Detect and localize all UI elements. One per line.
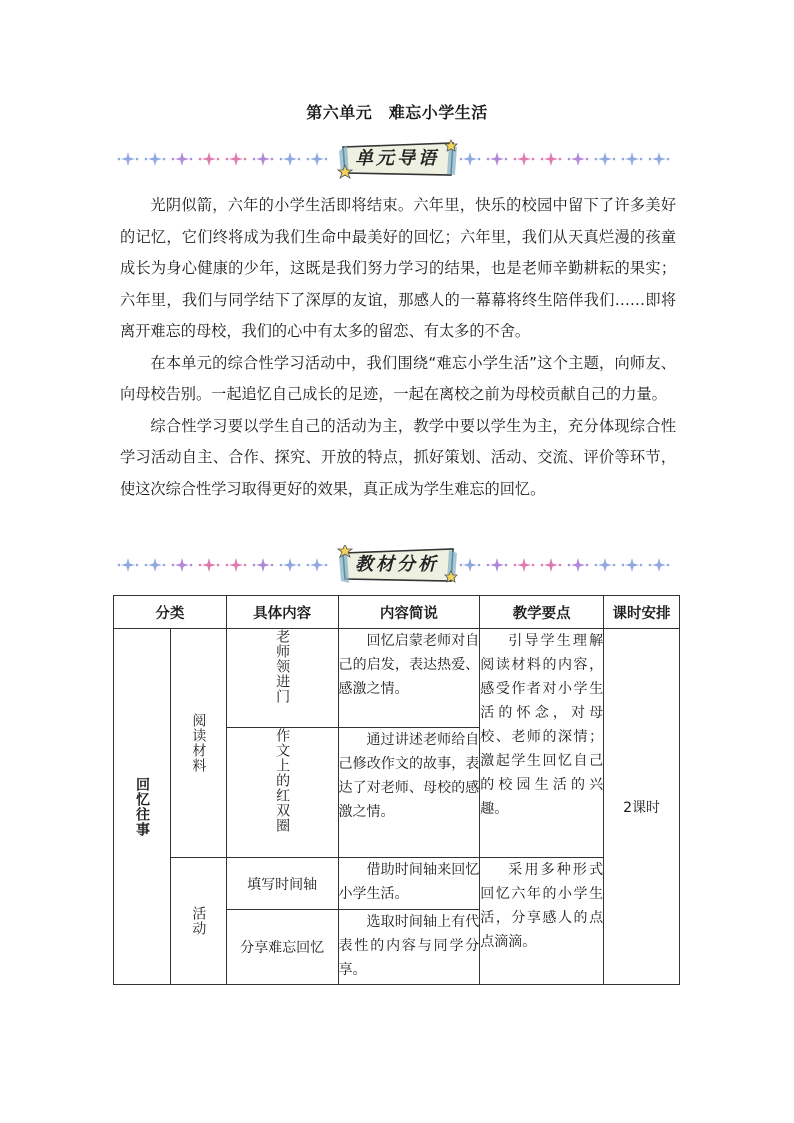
sparkle-icon: [121, 558, 135, 572]
header-category: 分类: [114, 596, 227, 629]
sparkle-dot: [307, 564, 310, 567]
sparkle-dot: [478, 158, 481, 161]
sparkle-icon: [229, 558, 243, 572]
sparkle-icon: [283, 558, 297, 572]
topic-cell: 分享难忘回忆: [226, 910, 338, 985]
sparkle-dot: [217, 564, 220, 567]
teaching-point-cell: 引导学生理解阅读材料的内容，感受作者对小学生活的怀念，对母校、老师的深情；激起学生回忆自己的校园生活的兴趣。: [480, 629, 604, 858]
analysis-table: [113, 595, 680, 985]
sparkle-icon: [598, 152, 612, 166]
unit-guide-banner: [117, 139, 677, 179]
sparkle-dot: [586, 158, 589, 161]
table-row: [114, 858, 680, 910]
sparkle-dot: [325, 158, 328, 161]
sparkle-icon: [283, 152, 297, 166]
material-analysis-banner: [117, 545, 677, 585]
sparkle-dot: [586, 564, 589, 567]
sparkle-icon: [652, 152, 666, 166]
sparkle-dot: [190, 158, 193, 161]
sparkle-dot: [667, 564, 670, 567]
sparkle-icon: [625, 152, 639, 166]
sparkle-icon: [175, 558, 189, 572]
sparkle-dot: [541, 158, 544, 161]
sparkle-dot: [226, 564, 229, 567]
sparkle-dot: [514, 158, 517, 161]
table-row: [114, 629, 680, 728]
sparkle-dot: [640, 564, 643, 567]
sparkle-icon: [571, 558, 585, 572]
sparkle-dot: [568, 564, 571, 567]
header-content: 具体内容: [226, 596, 338, 629]
sparkle-dot: [595, 564, 598, 567]
sparkle-dot: [613, 158, 616, 161]
sparkle-dot: [226, 158, 229, 161]
teaching-point-cell: 采用多种形式回忆六年的小学生活，分享感人的点点滴滴。: [480, 858, 604, 985]
sparkle-icon: [202, 152, 216, 166]
sparkle-dot: [163, 158, 166, 161]
sparkle-icon: [544, 152, 558, 166]
sparkle-dot: [280, 158, 283, 161]
subcategory-cell: 阅读材料: [170, 629, 226, 858]
sparkle-dot: [298, 158, 301, 161]
sparkle-dot: [595, 158, 598, 161]
header-teaching-points: 教学要点: [480, 596, 604, 629]
topic-cell: 填写时间轴: [226, 858, 338, 910]
sparkle-icon: [148, 152, 162, 166]
sparkle-dot: [559, 158, 562, 161]
sparkle-icon: [652, 558, 666, 572]
unit-guide-label: 单元导语: [355, 148, 439, 169]
sparkle-icon: [463, 152, 477, 166]
sparkle-icon: [598, 558, 612, 572]
sparkle-dot: [271, 158, 274, 161]
sparkle-dot: [145, 158, 148, 161]
header-hours: 课时安排: [604, 596, 680, 629]
sparkle-icon: [625, 558, 639, 572]
summary-cell: 选取时间轴上有代表性的内容与同学分享。: [338, 910, 480, 985]
sparkle-dot: [253, 564, 256, 567]
summary-cell: 通过讲述老师给自己修改作文的故事，表达了对老师、母校的感激之情。: [338, 728, 480, 858]
sparkle-dot: [280, 564, 283, 567]
sparkle-dot: [199, 158, 202, 161]
sparkle-dot: [136, 564, 139, 567]
sparkle-icon: [544, 558, 558, 572]
header-summary: 内容简说: [338, 596, 480, 629]
sparkle-dot: [145, 564, 148, 567]
category-cell: 回忆往事: [114, 629, 171, 985]
sparkle-dot: [532, 564, 535, 567]
intro-text: [120, 190, 676, 505]
sparkle-dot: [244, 564, 247, 567]
sparkle-dot: [163, 564, 166, 567]
sparkle-icon: [517, 558, 531, 572]
sparkle-dot: [271, 564, 274, 567]
sparkle-dot: [649, 564, 652, 567]
sparkle-dot: [541, 564, 544, 567]
sparkle-dot: [307, 158, 310, 161]
sparkle-dot: [190, 564, 193, 567]
sparkle-dot: [136, 158, 139, 161]
sparkle-dot: [622, 158, 625, 161]
sparkle-dot: [487, 158, 490, 161]
sparkle-dot: [514, 564, 517, 567]
sparkle-dot: [244, 158, 247, 161]
sparkle-dot: [478, 564, 481, 567]
summary-cell: 借助时间轴来回忆小学生活。: [338, 858, 480, 910]
sparkle-icon: [229, 152, 243, 166]
sparkle-dot: [505, 564, 508, 567]
topic-cell: 老师领进门: [226, 629, 338, 728]
sparkle-icon: [148, 558, 162, 572]
sparkle-dot: [667, 158, 670, 161]
sparkle-icon: [310, 558, 324, 572]
sparkle-dot: [532, 158, 535, 161]
sparkle-icon: [310, 152, 324, 166]
sparkle-icon: [202, 558, 216, 572]
sparkle-dot: [298, 564, 301, 567]
sparkle-icon: [463, 558, 477, 572]
sparkle-dot: [325, 564, 328, 567]
sparkle-dot: [217, 158, 220, 161]
intro-paragraph: 综合性学习要以学生自己的活动为主，教学中要以学生为主，充分体现综合性学习活动自主、合作、探究、开放的特点，抓好策划、活动、交流、评价等环节，使这次综合性学习取得更好的效果，真正成为学生难忘的回忆。: [120, 416, 676, 498]
sparkle-icon: [121, 152, 135, 166]
sparkle-icon: [175, 152, 189, 166]
page-title: 第六单元 难忘小学生活: [306, 103, 488, 122]
sparkle-dot: [649, 158, 652, 161]
subcategory-cell: 活动: [170, 858, 226, 985]
hours-cell: 2课时: [604, 629, 680, 985]
sparkle-dot: [460, 158, 463, 161]
sparkle-dot: [640, 158, 643, 161]
sparkle-icon: [517, 152, 531, 166]
sparkle-dot: [118, 564, 121, 567]
material-analysis-label: 教材分析: [355, 554, 439, 575]
sparkle-dot: [622, 564, 625, 567]
sparkle-icon: [256, 558, 270, 572]
sparkle-dot: [118, 158, 121, 161]
sparkle-dot: [487, 564, 490, 567]
sparkle-dot: [505, 158, 508, 161]
sparkle-dot: [253, 158, 256, 161]
sparkle-icon: [490, 558, 504, 572]
sparkle-dot: [559, 564, 562, 567]
table-header-row: [114, 596, 680, 629]
sparkle-icon: [256, 152, 270, 166]
sparkle-dot: [172, 564, 175, 567]
intro-paragraph: 光阴似箭，六年的小学生活即将结束。六年里，快乐的校园中留下了许多美好的记忆，它们终将成为我们生命中最美好的回忆；六年里，我们从天真烂漫的孩童成长为身心健康的少年，这既是我们努力学习的结果，也是老师辛勤耕耘的果实；六年里，我们与同学结下了深厚的友谊，那感人的一幕幕将终生陪伴我们……即将离开难忘的母校，我们的心中有太多的留恋、有太多的不舍。: [120, 196, 676, 340]
sparkle-dot: [568, 158, 571, 161]
sparkle-dot: [613, 564, 616, 567]
sparkle-dot: [199, 564, 202, 567]
sparkle-icon: [571, 152, 585, 166]
topic-cell: 作文上的红双圈: [226, 728, 338, 858]
sparkle-dot: [172, 158, 175, 161]
sparkle-dot: [460, 564, 463, 567]
intro-paragraph: 在本单元的综合性学习活动中，我们围绕“难忘小学生活”这个主题，向师友、向母校告别。一起追忆自己成长的足迹，一起在离校之前为母校贡献自己的力量。: [120, 353, 676, 403]
summary-cell: 回忆启蒙老师对自己的启发，表达热爱、感激之情。: [338, 629, 480, 728]
sparkle-icon: [490, 152, 504, 166]
